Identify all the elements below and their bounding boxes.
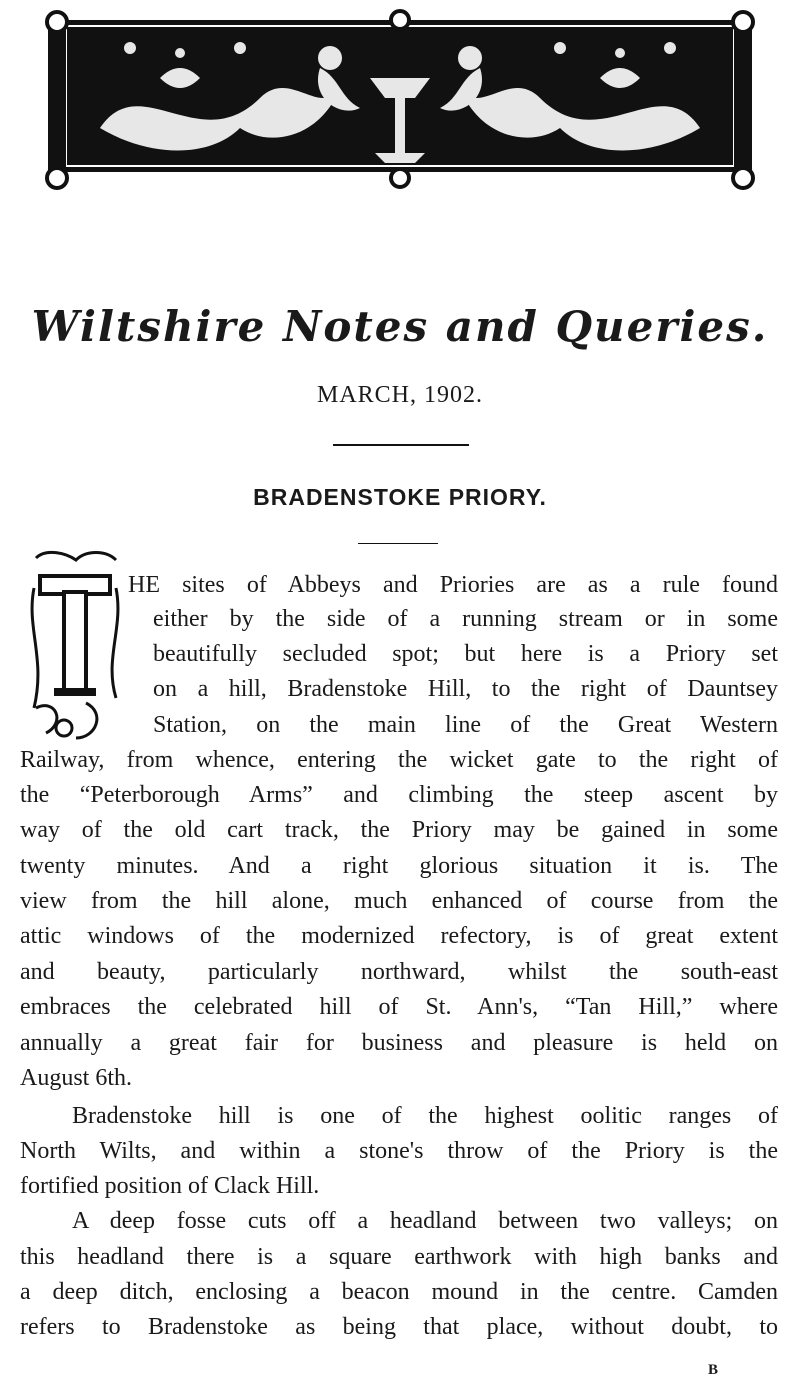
body-text-line: August 6th. xyxy=(20,1065,133,1091)
body-text-line: fortified position of Clack Hill. xyxy=(20,1173,320,1199)
body-text-line: this headland there is a square earthwork with high banks and xyxy=(20,1244,778,1270)
signature-mark: B xyxy=(708,1362,719,1378)
body-text-line: a deep ditch, enclosing a beacon mound in the centre. Camden xyxy=(20,1279,778,1305)
body-text-line: attic windows of the modernized refectory, is of great extent xyxy=(20,923,778,949)
body-text-line: and beauty, particularly northward, whilst the south-east xyxy=(20,959,778,985)
body-text-line: either by the side of a running stream or in some xyxy=(153,606,778,632)
body-text-line: Bradenstoke hill is one of the highest oolitic ranges of xyxy=(72,1103,778,1129)
body-text-line: HE sites of Abbeys and Priories are as a rule found xyxy=(128,572,778,598)
body-text-line: Station, on the main line of the Great Western xyxy=(153,712,778,738)
illuminated-drop-cap xyxy=(26,548,122,748)
body-text-line: twenty minutes. And a right glorious situation it is. The xyxy=(20,853,778,879)
body-text-line: beautifully secluded spot; but here is a Priory set xyxy=(153,641,778,667)
body-text-line: way of the old cart track, the Priory may be gained in some xyxy=(20,817,778,843)
body-text-line: annually a great fair for business and pleasure is held on xyxy=(20,1030,778,1056)
title-divider xyxy=(333,444,469,446)
body-text-line: A deep fosse cuts off a headland between two valleys; on xyxy=(72,1208,778,1234)
article-heading: BRADENSTOKE PRIORY. xyxy=(253,484,547,510)
ornamental-header-band xyxy=(40,8,760,190)
body-text-line: view from the hill alone, much enhanced of course from the xyxy=(20,888,778,914)
heading-divider xyxy=(358,543,438,544)
body-text-line: on a hill, Bradenstoke Hill, to the right of Dauntsey xyxy=(153,676,778,702)
publication-title: Wiltshire Notes and Queries. xyxy=(31,302,769,351)
body-text-line: embraces the celebrated hill of St. Ann's, “Tan Hill,” where xyxy=(20,994,778,1020)
body-text-line: North Wilts, and within a stone's throw of the Priory is the xyxy=(20,1138,778,1164)
body-text-line: the “Peterborough Arms” and climbing the steep ascent by xyxy=(20,782,778,808)
issue-date: MARCH, 1902. xyxy=(316,382,484,408)
body-text-line: Railway, from whence, entering the wicket gate to the right of xyxy=(20,747,778,773)
body-text-line: refers to Bradenstoke as being that place, without doubt, to xyxy=(20,1314,778,1340)
